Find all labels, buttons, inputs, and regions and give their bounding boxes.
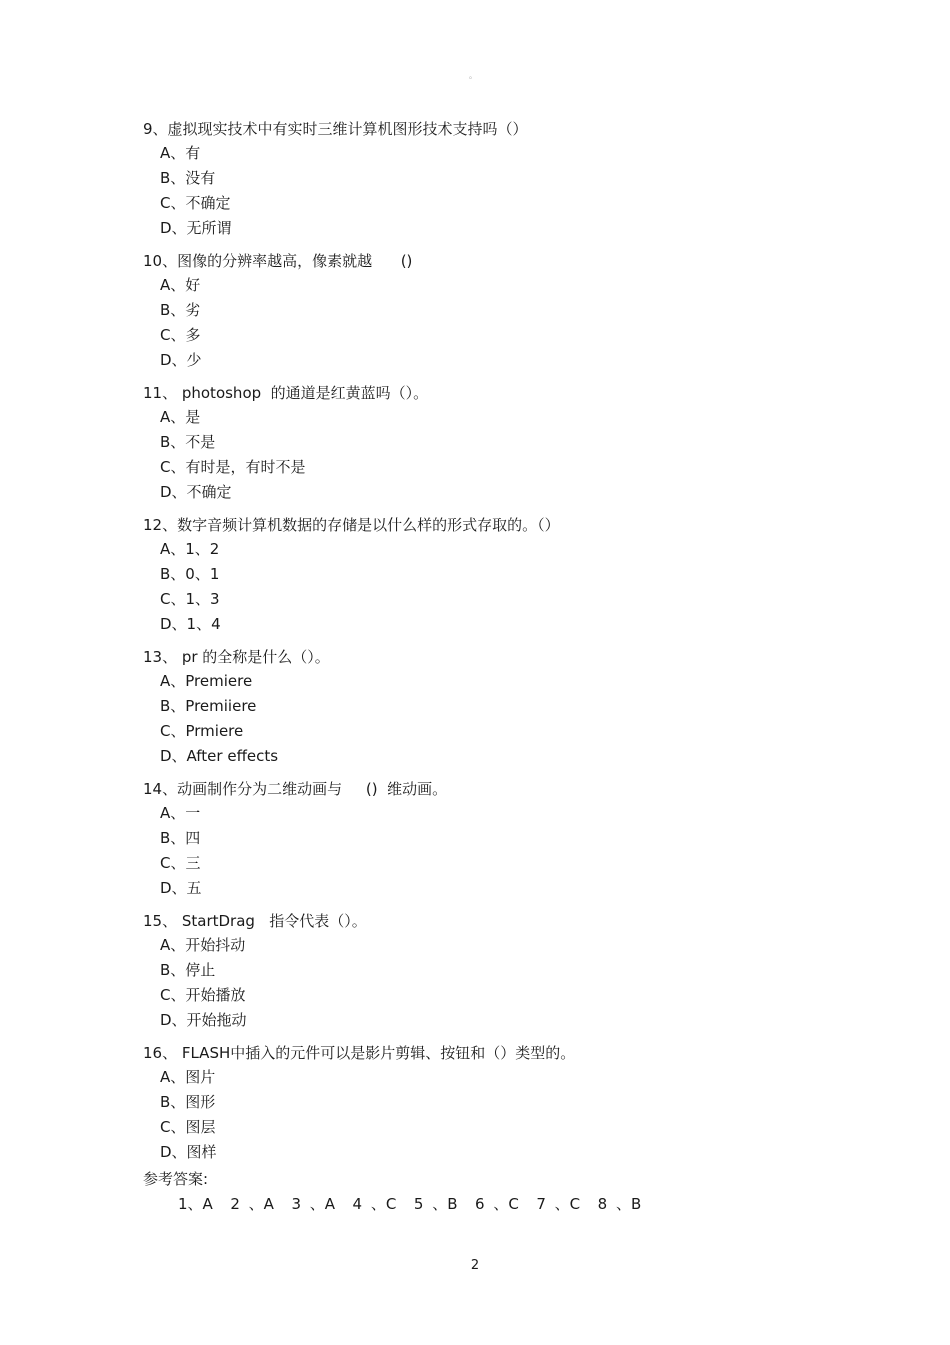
option-b: B、四 bbox=[160, 829, 201, 847]
question-12 bbox=[143, 516, 843, 640]
question-stem: 12、数字音频计算机数据的存储是以什么样的形式存取的。（） bbox=[143, 516, 560, 534]
question-15 bbox=[143, 912, 843, 1036]
question-stem: 10、图像的分辨率越高，像素就越 () bbox=[143, 252, 413, 270]
option-a: A、有 bbox=[160, 144, 201, 162]
option-c: C、不确定 bbox=[160, 194, 231, 212]
question-16 bbox=[143, 1044, 843, 1168]
option-d: D、After effects bbox=[160, 747, 279, 765]
option-d: D、开始拖动 bbox=[160, 1011, 247, 1029]
question-stem: 15、 StartDrag 指令代表（）。 bbox=[143, 912, 367, 930]
option-c: C、1、3 bbox=[160, 590, 220, 608]
question-stem: 11、 photoshop 的通道是红黄蓝吗（）。 bbox=[143, 384, 429, 402]
option-d: D、五 bbox=[160, 879, 202, 897]
option-c: C、开始播放 bbox=[160, 986, 246, 1004]
answers-title: 参考答案: bbox=[143, 1170, 209, 1188]
option-b: B、不是 bbox=[160, 433, 216, 451]
question-11 bbox=[143, 384, 843, 508]
option-a: A、好 bbox=[160, 276, 201, 294]
question-stem: 16、 FLASH中插入的元件可以是影片剪辑、按钮和（）类型的。 bbox=[143, 1044, 576, 1062]
option-b: B、0、1 bbox=[160, 565, 220, 583]
option-a: A、一 bbox=[160, 804, 201, 822]
option-a: A、开始抖动 bbox=[160, 936, 246, 954]
option-a: A、Premiere bbox=[160, 672, 253, 690]
option-b: B、Premiiere bbox=[160, 697, 257, 715]
question-stem: 14、动画制作分为二维动画与 () 维动画。 bbox=[143, 780, 448, 798]
question-list bbox=[143, 120, 843, 1213]
option-d: D、无所谓 bbox=[160, 219, 232, 237]
header-mark: 。 bbox=[469, 71, 477, 80]
question-9 bbox=[143, 120, 843, 244]
option-b: B、劣 bbox=[160, 301, 201, 319]
option-d: D、1、4 bbox=[160, 615, 221, 633]
option-b: B、停止 bbox=[160, 961, 216, 979]
option-c: C、图层 bbox=[160, 1118, 216, 1136]
option-d: D、少 bbox=[160, 351, 202, 369]
option-a: A、图片 bbox=[160, 1068, 216, 1086]
question-10 bbox=[143, 252, 843, 376]
option-c: C、Prmiere bbox=[160, 722, 244, 740]
question-14 bbox=[143, 780, 843, 904]
option-b: B、图形 bbox=[160, 1093, 216, 1111]
question-stem: 13、 pr 的全称是什么（）。 bbox=[143, 648, 330, 666]
question-stem: 9、虚拟现实技术中有实时三维计算机图形技术支持吗（） bbox=[143, 120, 528, 138]
option-c: C、多 bbox=[160, 326, 201, 344]
option-a: A、是 bbox=[160, 408, 201, 426]
option-d: D、不确定 bbox=[160, 483, 232, 501]
option-d: D、图样 bbox=[160, 1143, 217, 1161]
page-number: 2 bbox=[470, 1258, 480, 1273]
option-b: B、没有 bbox=[160, 169, 216, 187]
answers-line: 1、A 2 、A 3 、A 4 、C 5 、B 6 、C 7 、C 8 、B bbox=[178, 1195, 642, 1213]
question-13 bbox=[143, 648, 843, 772]
option-c: C、三 bbox=[160, 854, 201, 872]
option-c: C、有时是，有时不是 bbox=[160, 458, 306, 476]
option-a: A、1、2 bbox=[160, 540, 220, 558]
